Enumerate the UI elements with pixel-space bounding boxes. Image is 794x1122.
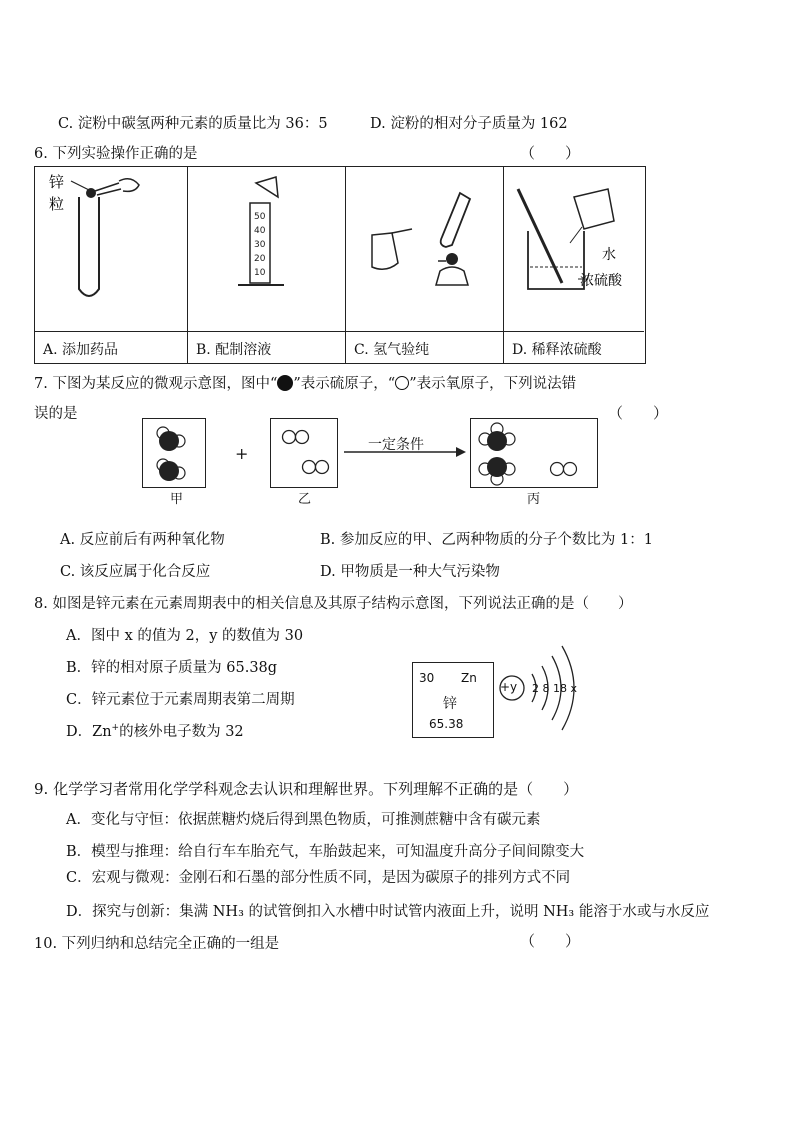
o2-molecules-illustration — [271, 419, 337, 487]
q6-panel-c — [346, 167, 504, 363]
reactant-b-box — [270, 418, 338, 488]
q8-option-c: C．锌元素位于元素周期表第二周期 — [66, 692, 295, 708]
label-bing: 丙 — [527, 492, 541, 507]
tick-50: 50 — [254, 212, 266, 222]
q5-option-d: D. 淀粉的相对分子质量为 162 — [370, 116, 568, 132]
tick-20: 20 — [254, 254, 266, 264]
q9-stem: 9. 化学学习者常用化学学科观念去认识和理解世界。下列理解不正确的是（ ） — [34, 780, 579, 798]
label-yi: 乙 — [298, 492, 312, 507]
q7-stem-line1 — [34, 372, 576, 393]
q6-caption-c: C. 氢气验纯 — [354, 342, 430, 358]
q9-option-d: D．探究与创新：集满 NH₃ 的试管倒扣入水槽中时试管内液面上升，说明 NH₃ 能溶于水或与水反应 — [66, 904, 710, 920]
q6-caption-b: B. 配制溶液 — [196, 342, 272, 358]
tick-10: 10 — [254, 268, 266, 278]
graduated-cylinder-illustration — [188, 167, 346, 331]
label-jia: 甲 — [170, 492, 184, 507]
q9-option-c: C．宏观与微观：金刚石和石墨的部分性质不同，是因为碳原子的排列方式不同 — [66, 870, 571, 886]
label-water: 水 — [602, 247, 616, 263]
q7-option-a: A. 反应前后有两种氧化物 — [60, 532, 225, 548]
q6-caption-d: D. 稀释浓硫酸 — [512, 342, 602, 358]
q9-option-a: A．变化与守恒：依据蔗糖灼烧后得到黑色物质，可推测蔗糖中含有碳元素 — [66, 812, 541, 828]
q8-stem: 8. 如图是锌元素在元素周期表中的相关信息及其原子结构示意图，下列说法正确的是（ ） — [34, 596, 633, 612]
q7-stem-part3: ”表示氧原子，下列说法错 — [409, 376, 577, 392]
q6-answer-paren: （ ） — [520, 144, 581, 162]
sulfur-atom-icon — [277, 375, 293, 391]
q7-option-c: C. 该反应属于化合反应 — [60, 564, 211, 580]
q7-option-b: B. 参加反应的甲、乙两种物质的分子个数比为 1：1 — [320, 532, 653, 548]
q9-option-b: B．模型与推理：给自行车车胎充气，车胎鼓起来，可知温度升高分子间间隙变大 — [66, 844, 585, 860]
zinc-element-card — [412, 662, 494, 738]
q8-option-d-prefix: D．Zn — [66, 724, 112, 740]
label-conc-acid: 浓硫酸 — [580, 273, 622, 289]
q7-stem-line2: 误的是 — [34, 406, 78, 422]
oxygen-atom-icon — [395, 376, 409, 390]
q6-panel-a — [35, 167, 188, 363]
so2-molecules-illustration — [143, 419, 205, 487]
label-zinc-1: 锌 — [49, 173, 65, 191]
tick-40: 40 — [254, 226, 266, 236]
atomic-number: 30 — [419, 671, 435, 685]
electron-shells: 2 8 18 x — [532, 682, 577, 695]
q7-option-d: D. 甲物质是一种大气污染物 — [320, 564, 500, 580]
dilute-sulfuric-acid-illustration — [504, 167, 644, 331]
q6-stem: 6. 下列实验操作正确的是 — [34, 146, 198, 162]
nucleus-charge: +y — [500, 680, 518, 694]
q8-option-b: B．锌的相对原子质量为 65.38g — [66, 660, 278, 676]
test-tube-zinc-illustration — [35, 167, 187, 331]
tick-30: 30 — [254, 240, 266, 250]
q10-stem: 10. 下列归纳和总结完全正确的一组是 — [34, 936, 280, 952]
so3-and-o2-illustration — [471, 419, 597, 487]
q6-figure-table — [34, 166, 646, 364]
q6-caption-a: A. 添加药品 — [43, 342, 119, 358]
product-box — [470, 418, 598, 488]
atomic-mass: 65.38 — [429, 717, 464, 731]
element-name: 锌 — [443, 696, 457, 712]
q8-option-a: A．图中 x 的值为 2，y 的数值为 30 — [66, 628, 304, 644]
q8-option-d-rest: 的核外电子数为 32 — [119, 724, 244, 740]
reaction-plus: + — [235, 444, 249, 463]
q7-stem-part1: 7. 下图为某反应的微观示意图，图中“ — [34, 376, 278, 392]
label-zinc-2: 粒 — [49, 195, 65, 213]
reactant-a-box — [142, 418, 206, 488]
q6-panel-d — [504, 167, 644, 363]
q7-answer-paren: （ ） — [608, 404, 669, 422]
element-symbol: Zn — [461, 671, 477, 685]
q8-option-d — [66, 720, 244, 741]
zn-ion-charge: + — [111, 723, 120, 734]
reaction-condition: 一定条件 — [368, 437, 424, 453]
hydrogen-purity-test-illustration — [346, 167, 504, 331]
q6-panel-b — [188, 167, 346, 363]
q10-answer-paren: （ ） — [520, 932, 581, 950]
q5-option-c: C. 淀粉中碳氢两种元素的质量比为 36：5 — [58, 116, 328, 132]
q7-stem-part2: ”表示硫原子，“ — [293, 376, 396, 392]
